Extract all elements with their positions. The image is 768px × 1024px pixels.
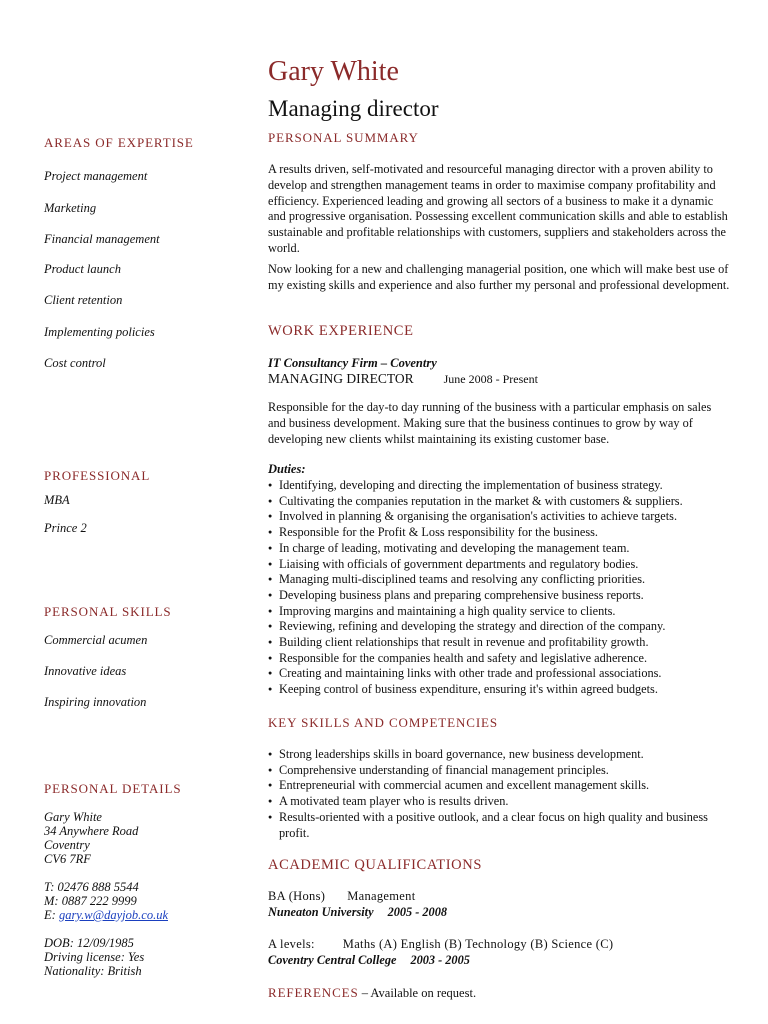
list-item: ● Entrepreneurial with commercial acumen and excellent management skills. — [268, 778, 738, 794]
professional-heading: PROFESSIONAL — [44, 468, 151, 483]
list-item: ● Creating and maintaining links with other trade and professional associations. — [268, 666, 738, 682]
address-line: Gary White — [44, 810, 102, 824]
list-item: ● Strong leaderships skills in board governance, new business development. — [268, 747, 738, 763]
employer: IT Consultancy Firm – Coventry — [268, 356, 437, 370]
college-line — [268, 953, 470, 968]
list-item: ● Involved in planning & organising the organisation's activities to achieve targets. — [268, 509, 738, 525]
alevels-line — [268, 937, 613, 952]
nationality: Nationality: British — [44, 964, 142, 978]
university-line — [268, 905, 447, 920]
skill-item: Commercial acumen — [44, 633, 148, 647]
list-item: ● Developing business plans and preparing comprehensive business reports. — [268, 588, 738, 604]
university: Nuneaton University — [268, 905, 374, 919]
list-item: ● Responsible for the Profit & Loss responsibility for the business. — [268, 525, 738, 541]
list-item: ● A motivated team player who is results driven. — [268, 794, 738, 810]
summary-heading: PERSONAL SUMMARY — [268, 130, 419, 145]
address-line: 34 Anywhere Road — [44, 824, 139, 838]
email-label: E: — [44, 908, 56, 922]
role-line — [268, 371, 538, 387]
list-item: ● Building client relationships that result in revenue and profitability growth. — [268, 635, 738, 651]
phone-t: T: 02476 888 5544 — [44, 880, 139, 894]
references-line — [268, 985, 476, 1001]
summary-paragraph-2: Now looking for a new and challenging managerial position, one which will make best use of my existing skills and experience and also further my personal and professional development. — [268, 262, 730, 292]
list-item: ● Keeping control of business expenditure, ensuring it's within agreed budgets. — [268, 682, 738, 698]
college: Coventry Central College — [268, 953, 397, 967]
references-text: – Available on request. — [358, 986, 477, 1000]
professional-item: MBA — [44, 493, 70, 507]
expertise-item: Marketing — [44, 201, 97, 215]
academic-heading: ACADEMIC QUALIFICATIONS — [268, 857, 482, 873]
expertise-heading: AREAS OF EXPERTISE — [44, 135, 194, 150]
email-link[interactable]: gary.w@dayjob.co.uk — [58, 908, 168, 922]
degree-line — [268, 889, 415, 904]
list-item: ● Comprehensive understanding of financial management principles. — [268, 763, 738, 779]
expertise-item: Financial management — [44, 232, 160, 246]
key-skills-list — [268, 747, 738, 841]
email-line — [44, 908, 168, 922]
skills-heading: PERSONAL SKILLS — [44, 604, 172, 619]
candidate-title: Managing director — [268, 96, 439, 121]
list-item: ● Reviewing, refining and developing the strategy and direction of the company. — [268, 619, 738, 635]
expertise-item: Client retention — [44, 293, 123, 307]
professional-item: Prince 2 — [44, 521, 87, 535]
duties-label: Duties: — [268, 462, 306, 476]
duties-list — [268, 478, 738, 698]
expertise-item: Project management — [44, 169, 148, 183]
summary-paragraph: A results driven, self-motivated and resourceful managing director with a proven ability to develop and strengthen management teams in order to maximise company profitability and efficiency. Experienced leading and growing all sectors of a business to make it a dynamic and progressive organisation. Possessing excellent communication skills and able to establish sustainable and profitable relationships with customers, suppliers and stakeholders across the world. — [268, 162, 728, 255]
expertise-item: Product launch — [44, 262, 121, 276]
key-skills-heading: KEY SKILLS AND COMPETENCIES — [268, 715, 499, 730]
references-label: REFERENCES — [268, 985, 359, 1000]
details-heading: PERSONAL DETAILS — [44, 781, 182, 796]
alevels-label: A levels: — [268, 937, 315, 951]
skill-item: Inspiring innovation — [44, 695, 147, 709]
list-item: ● In charge of leading, motivating and developing the management team. — [268, 541, 738, 557]
phone-m: M: 0887 222 9999 — [44, 894, 137, 908]
list-item: ● Results-oriented with a positive outlook, and a clear focus on high quality and business profit. — [268, 810, 719, 841]
expertise-item: Cost control — [44, 356, 106, 370]
list-item: ● Liaising with officials of government departments and regulatory bodies. — [268, 557, 738, 573]
list-item: ● Identifying, developing and directing the implementation of business strategy. — [268, 478, 738, 494]
driving-license: Driving license: Yes — [44, 950, 145, 964]
address-line: CV6 7RF — [44, 852, 91, 866]
role-description: Responsible for the day-to day running of the business with a particular emphasis on sales and business development. Making sure that the business continues to grow by way of developing new clients whilst maintaining its existing customer base. — [268, 400, 712, 446]
university-years: 2005 - 2008 — [387, 905, 447, 919]
work-heading: WORK EXPERIENCE — [268, 323, 414, 339]
list-item: ● Cultivating the companies reputation in the market & with customers & suppliers. — [268, 494, 738, 510]
address-line: Coventry — [44, 838, 90, 852]
list-item: ● Managing multi-disciplined teams and resolving any conflicting priorities. — [268, 572, 738, 588]
degree: BA (Hons) — [268, 889, 326, 903]
candidate-name: Gary White — [268, 56, 399, 87]
college-years: 2003 - 2005 — [410, 953, 470, 967]
degree-subject: Management — [347, 889, 416, 903]
list-item: ● Responsible for the companies health and safety and legislative adherence. — [268, 651, 738, 667]
dob: DOB: 12/09/1985 — [44, 936, 134, 950]
list-item: ● Improving margins and maintaining a high quality service to clients. — [268, 604, 738, 620]
expertise-item: Implementing policies — [44, 325, 155, 339]
role-dates: June 2008 - Present — [443, 372, 538, 386]
skill-item: Innovative ideas — [44, 664, 127, 678]
role-title: MANAGING DIRECTOR — [268, 371, 414, 386]
alevels: Maths (A) English (B) Technology (B) Science (C) — [342, 937, 614, 951]
